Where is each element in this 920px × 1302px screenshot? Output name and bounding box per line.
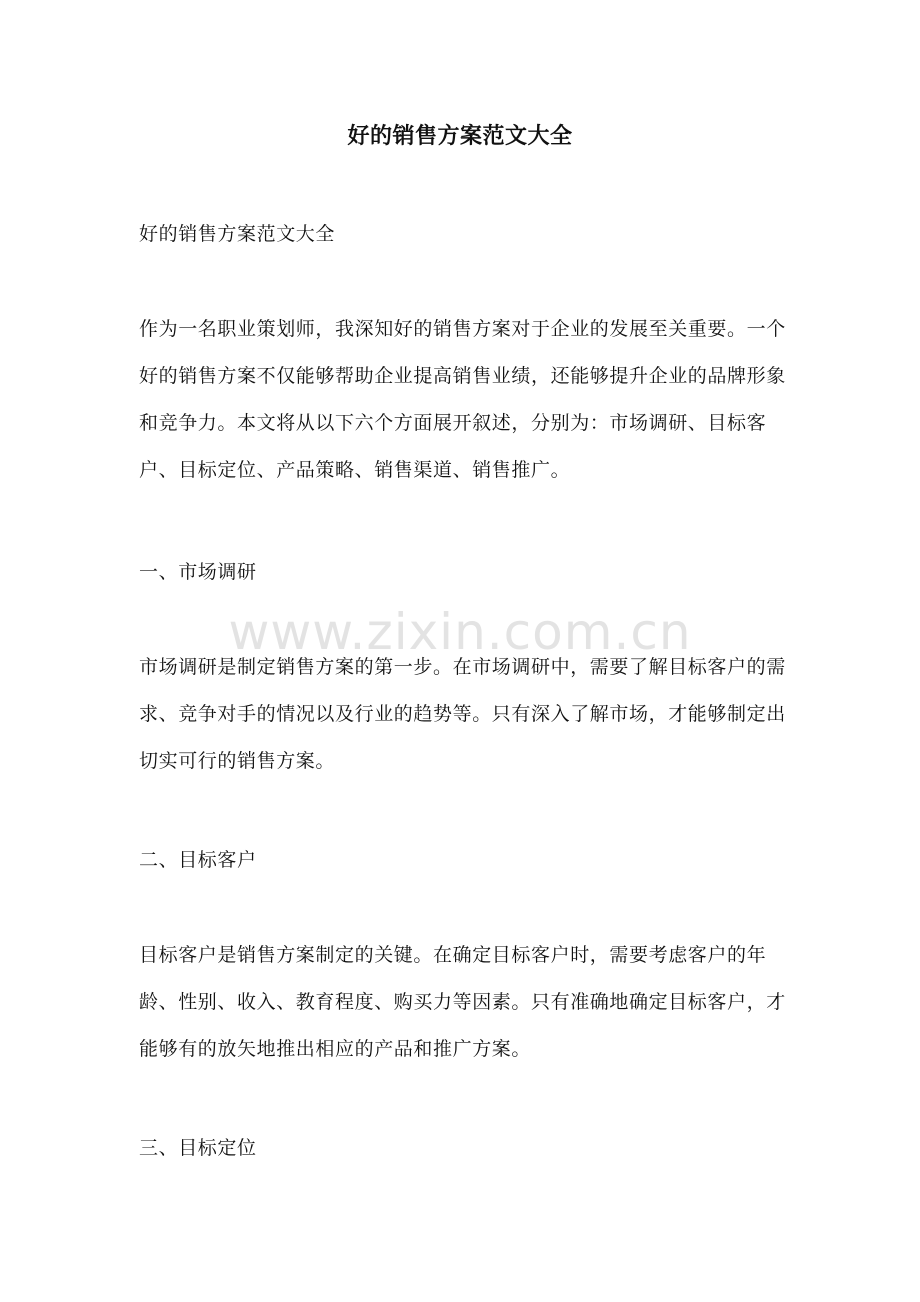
watermark-text: www.zixin.com.cn (228, 603, 692, 661)
section-body-market-research: 市场调研是制定销售方案的第一步。在市场调研中，需要了解目标客户的需求、竞争对手的情况以及行业的趋势等。只有深入了解市场，才能够制定出切实可行的销售方案。 (139, 656, 786, 772)
section-heading-target-positioning: 三、目标定位 (139, 1137, 257, 1159)
section-heading-market-research: 一、市场调研 (139, 561, 257, 583)
intro-paragraph: 作为一名职业策划师，我深知好的销售方案对于企业的发展至关重要。一个好的销售方案不仅能够帮助企业提高销售业绩，还能够提升企业的品牌形象和竞争力。本文将从以下六个方面展开叙述，分别为：市场调研、目标客户、目标定位、产品策略、销售渠道、销售推广。 (139, 318, 786, 481)
section-body-target-customers: 目标客户是销售方案制定的关键。在确定目标客户时，需要考虑客户的年龄、性别、收入、教育程度、购买力等因素。只有准确地确定目标客户，才能够有的放矢地推出相应的产品和推广方案。 (139, 944, 786, 1060)
document-title: 好的销售方案范文大全 (347, 123, 573, 149)
section-heading-target-customers: 二、目标客户 (139, 849, 257, 871)
document-subtitle: 好的销售方案范文大全 (139, 223, 336, 245)
